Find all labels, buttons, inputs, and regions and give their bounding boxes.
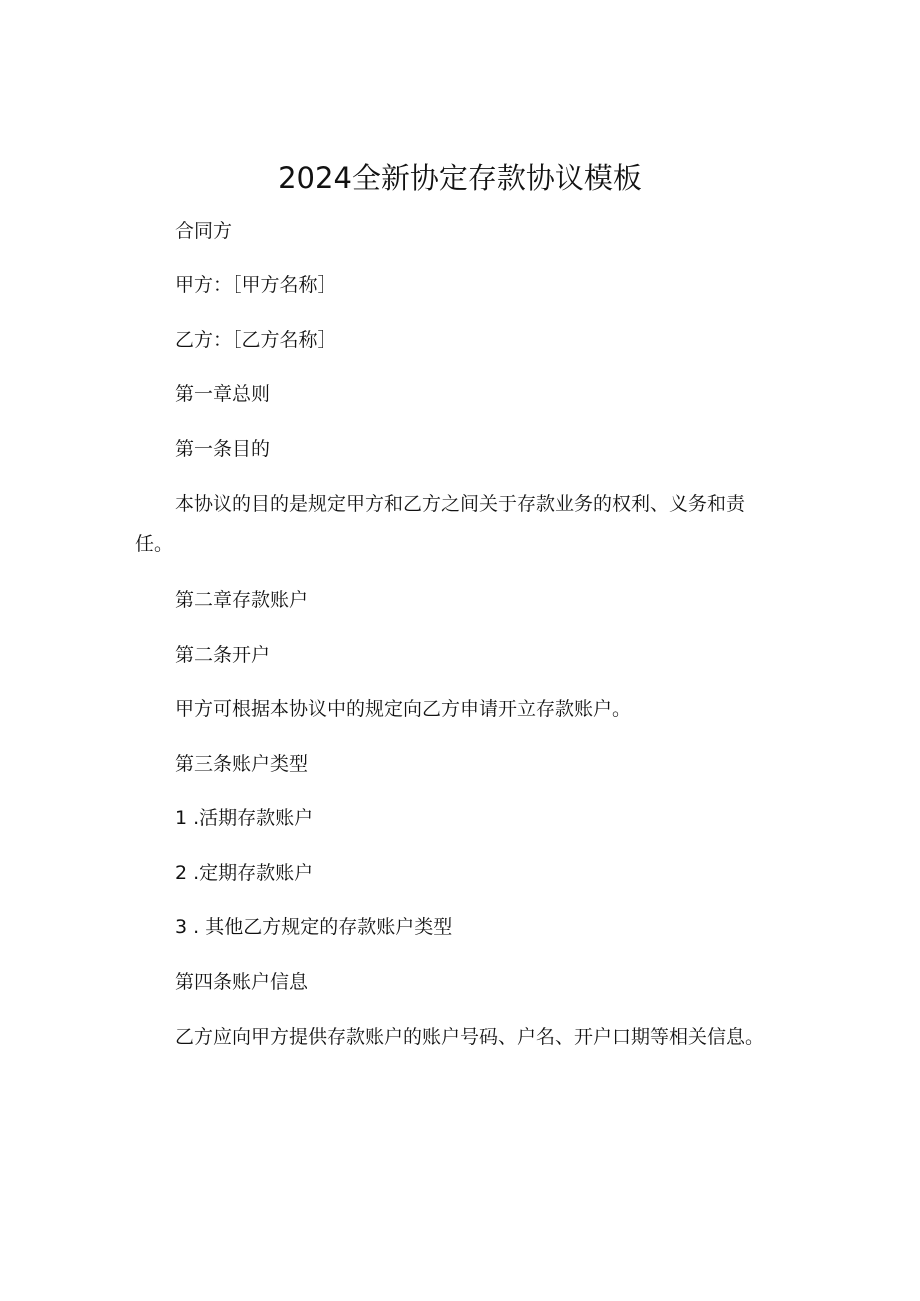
article-3-heading: 第三条账户类型 (175, 753, 309, 775)
party-b-line: 乙方：［乙方名称］ (175, 329, 337, 351)
account-type-item: 1 .活期存款账户 (175, 807, 314, 829)
article-1-heading: 第一条目的 (175, 438, 271, 460)
chapter-2-heading: 第二章存款账户 (175, 589, 309, 611)
party-a-line: 甲方：［甲方名称］ (175, 274, 337, 296)
chapter-1-heading: 第一章总则 (175, 383, 271, 405)
article-4-text: 乙方应向甲方提供存款账户的账户号码、户名、开户口期等相关信息。 (175, 1026, 765, 1048)
article-4-heading: 第四条账户信息 (175, 971, 309, 993)
document-title: 2024全新协定存款协议模板 (278, 161, 642, 195)
contract-parties-heading: 合同方 (175, 220, 233, 242)
article-2-text: 甲方可根据本协议中的规定向乙方申请开立存款账户。 (175, 698, 632, 720)
article-2-heading: 第二条开户 (175, 644, 271, 666)
article-1-text: 本协议的目的是规定甲方和乙方之间关于存款业务的权利、义务和责任。 (135, 493, 746, 555)
account-type-item: 3 . 其他乙方规定的存款账户类型 (175, 916, 453, 938)
account-type-item: 2 .定期存款账户 (175, 862, 314, 884)
